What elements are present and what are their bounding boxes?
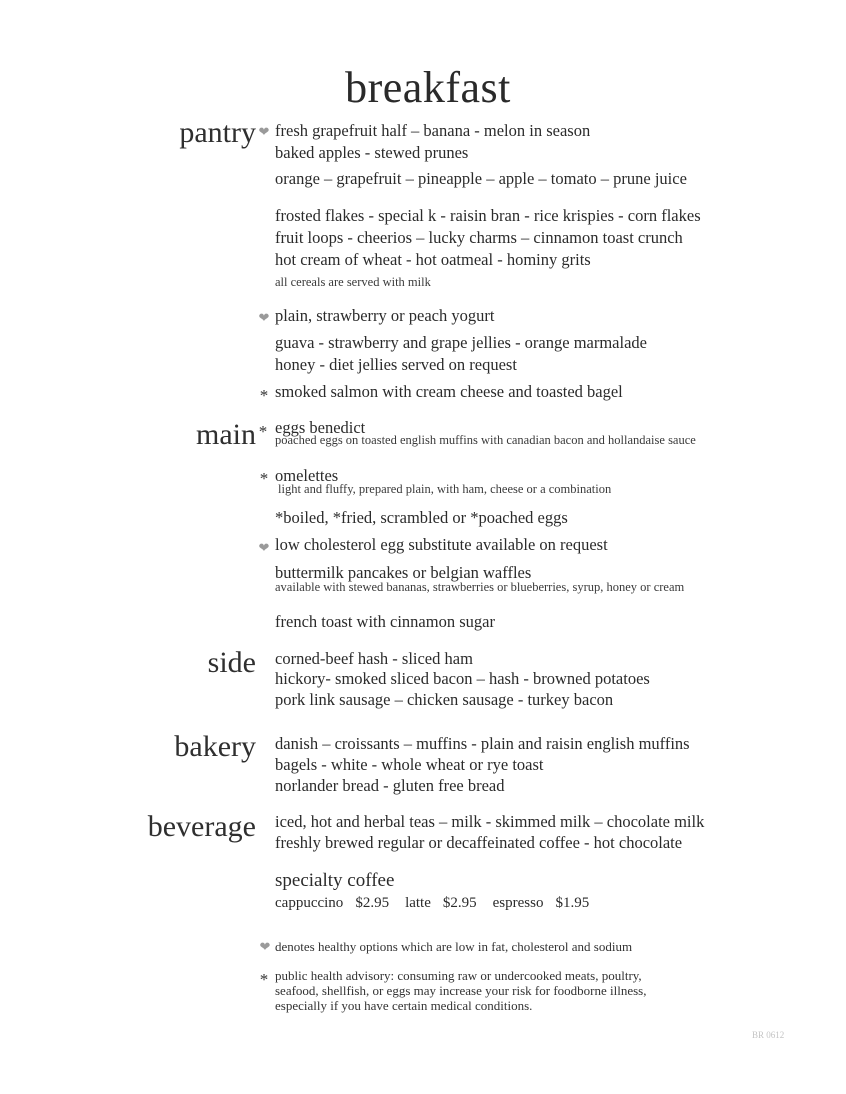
asterisk-icon: *: [259, 469, 269, 488]
menu-line: plain, strawberry or peach yogurt: [275, 306, 495, 325]
menu-line: freshly brewed regular or decaffeinated coffee - hot chocolate: [275, 833, 683, 852]
menu-line: guava - strawberry and grape jellies - orange marmalade: [275, 333, 647, 352]
asterisk-icon: *: [259, 386, 269, 405]
section-main: main: [196, 418, 256, 451]
heart-icon: ❤: [259, 939, 271, 954]
asterisk-icon: *: [258, 422, 268, 441]
menu-line: frosted flakes - special k - raisin bran - rice krispies - corn flakes: [275, 206, 701, 225]
menu-line: hot cream of wheat - hot oatmeal - hominy grits: [275, 250, 591, 269]
advisory-line: especially if you have certain medical conditions.: [275, 998, 533, 1013]
asterisk-icon: *: [259, 970, 269, 989]
healthy-footnote: denotes healthy options which are low in fat, cholesterol and sodium: [275, 939, 633, 954]
menu-line: french toast with cinnamon sugar: [275, 612, 495, 631]
menu-line: iced, hot and herbal teas – milk - skimmed milk – chocolate milk: [275, 812, 705, 831]
menu-line: *boiled, *fried, scrambled or *poached eggs: [275, 508, 568, 527]
heart-icon: ❤: [258, 310, 270, 325]
heart-icon: ❤: [258, 540, 270, 555]
document-code: BR 0612: [752, 1030, 785, 1040]
espresso-price: $1.95: [555, 895, 590, 911]
cappuccino-price: $2.95: [355, 895, 390, 911]
menu-line: smoked salmon with cream cheese and toasted bagel: [275, 382, 623, 401]
menu-line: norlander bread - gluten free bread: [275, 776, 505, 795]
section-bakery: bakery: [174, 730, 256, 763]
menu-line: low cholesterol egg substitute available on request: [275, 535, 608, 554]
menu-note: all cereals are served with milk: [275, 275, 431, 289]
menu-line: danish – croissants – muffins - plain and raisin english muffins: [275, 734, 690, 753]
cappuccino-label: cappuccino: [275, 895, 344, 911]
menu-line: corned-beef hash - sliced ham: [275, 649, 473, 668]
advisory-line: public health advisory: consuming raw or undercooked meats, poultry,: [275, 968, 642, 983]
menu-note: available with stewed bananas, strawberries or blueberries, syrup, honey or cream: [275, 580, 685, 594]
menu-note: light and fluffy, prepared plain, with ham, cheese or a combination: [278, 482, 612, 496]
menu-line: hickory- smoked sliced bacon – hash - browned potatoes: [275, 669, 650, 688]
menu-line: eggs benedict: [275, 418, 366, 437]
menu-line: baked apples - stewed prunes: [275, 143, 469, 162]
menu-line: orange – grapefruit – pineapple – apple – tomato – prune juice: [275, 169, 687, 188]
menu-line: pork link sausage – chicken sausage - turkey bacon: [275, 690, 614, 709]
menu-line: omelettes: [275, 466, 339, 485]
menu-note: poached eggs on toasted english muffins with canadian bacon and hollandaise sauce: [275, 433, 696, 447]
menu-line: bagels - white - whole wheat or rye toast: [275, 755, 544, 774]
menu-line: honey - diet jellies served on request: [275, 355, 517, 374]
coffee-prices: [275, 893, 601, 914]
menu-line: fresh grapefruit half – banana - melon in season: [275, 121, 591, 140]
page-title: breakfast: [345, 63, 511, 112]
specialty-coffee-heading: specialty coffee: [275, 870, 395, 891]
menu-line: fruit loops - cheerios – lucky charms – cinnamon toast crunch: [275, 228, 683, 247]
latte-price: $2.95: [442, 895, 477, 911]
section-pantry: pantry: [179, 116, 256, 149]
section-side: side: [207, 646, 256, 679]
section-beverage: beverage: [147, 810, 256, 843]
menu-line: buttermilk pancakes or belgian waffles: [275, 563, 532, 582]
advisory-line: seafood, shellfish, or eggs may increase your risk for foodborne illness,: [275, 983, 647, 998]
latte-label: latte: [405, 895, 431, 911]
heart-icon: ❤: [258, 124, 270, 139]
espresso-label: espresso: [492, 895, 544, 911]
